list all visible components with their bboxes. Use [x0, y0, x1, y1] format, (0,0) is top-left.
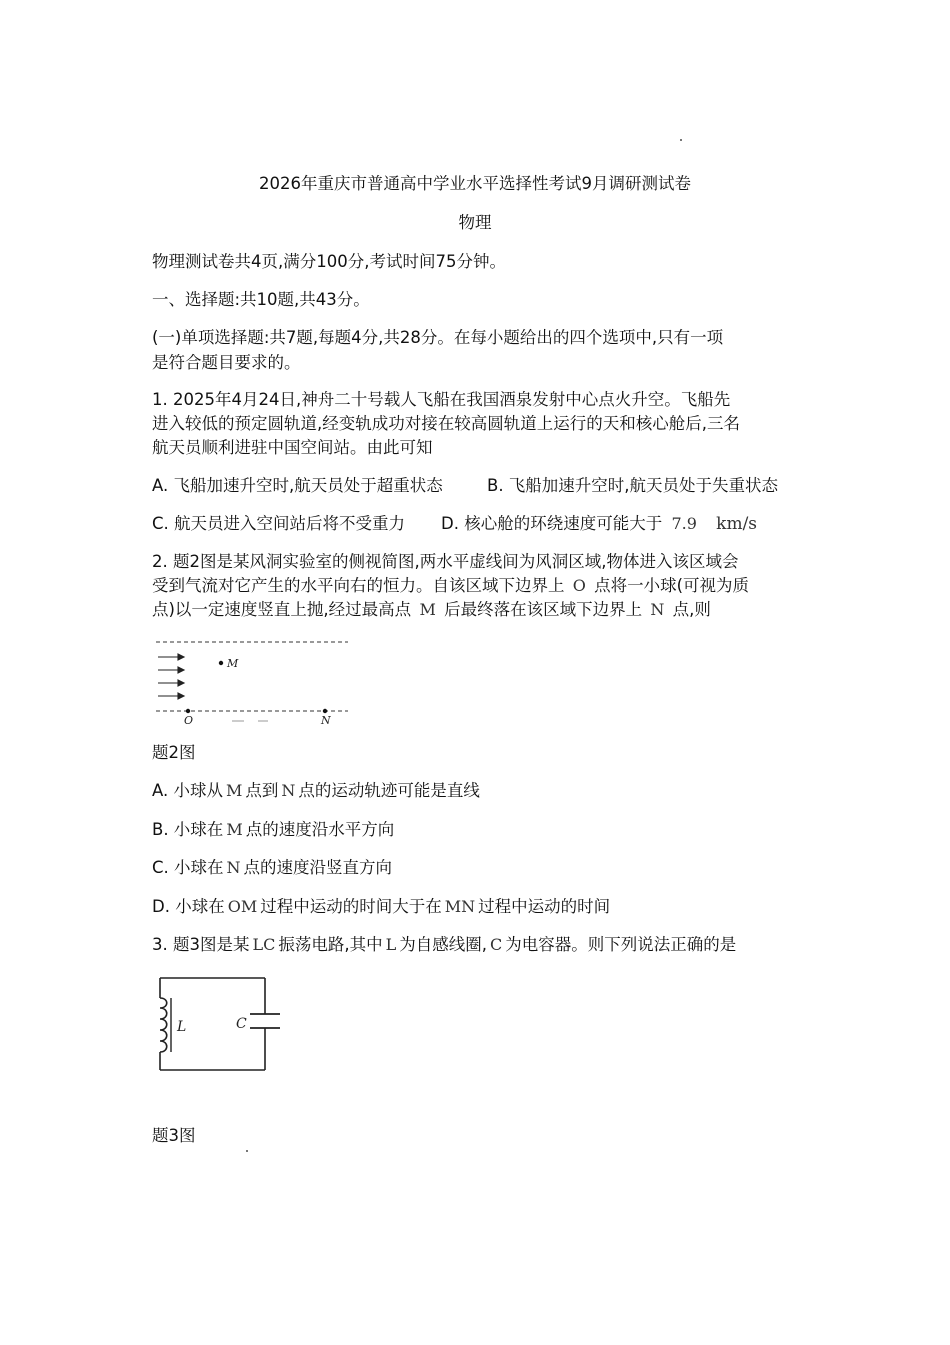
point-o-dot	[186, 709, 190, 713]
subsection-instructions-line2: 是符合题目要求的。	[152, 353, 301, 372]
exam-subject: 物理	[458, 213, 492, 232]
scan-speck	[680, 139, 682, 141]
q2-option-a-3: 点的运动轨迹可能是直线	[298, 781, 480, 800]
point-m-label: M	[227, 657, 239, 670]
q2-stem-line3-b: 后最终落在该区域下边界上	[444, 600, 643, 619]
q1-stem-line2: 进入较低的预定圆轨道,经变轨成功对接在较高圆轨道上运行的天和核心舱后,三名	[152, 414, 740, 433]
q1-stem-line1: 1. 2025年4月24日,神舟二十号载人飞船在我国酒泉发射中心点火升空。飞船先	[152, 390, 731, 409]
q2-option-a-n: N	[281, 781, 296, 800]
q2-stem-line2	[152, 574, 749, 598]
q2-option-d-1: D. 小球在	[152, 897, 225, 916]
q2-point-n: N	[650, 600, 665, 619]
q1-option-d-text: D. 核心舱的环绕速度可能大于	[441, 514, 663, 533]
q2-option-c-n: N	[226, 858, 241, 877]
q2-option-b-1: B. 小球在	[152, 820, 224, 839]
q2-point-m: M	[419, 600, 436, 619]
q2-stem-line2-tail: 点将一小球(可视为质	[594, 576, 750, 595]
q2-option-a	[152, 779, 480, 803]
q1-stem-line3: 航天员顺利进驻中国空间站。由此可知	[152, 438, 433, 457]
exam-info: 物理测试卷共4页,满分100分,考试时间75分钟。	[152, 252, 506, 271]
q2-option-c-2: 点的速度沿竖直方向	[243, 858, 393, 877]
q2-option-a-2: 点到	[245, 781, 279, 800]
q1-option-b: B. 飞船加速升空时,航天员处于失重状态	[487, 476, 779, 495]
q3-stem-2: 振荡电路,其中	[278, 935, 383, 954]
q3-figure-caption: 题3图	[152, 1126, 196, 1145]
q2-option-d-mn: MN	[444, 897, 476, 916]
q2-option-d-om: OM	[227, 897, 258, 916]
q2-figure-wind-tunnel	[152, 632, 352, 728]
q1-option-a: A. 飞船加速升空时,航天员处于超重状态	[152, 476, 443, 495]
q3-stem-c: C	[490, 935, 503, 954]
q3-stem-1: 3. 题3图是某	[152, 935, 250, 954]
q3-stem-4: 为电容器。则下列说法正确的是	[505, 935, 737, 954]
q2-option-c	[152, 856, 392, 880]
point-o-label: O	[184, 714, 194, 727]
q1-option-d	[441, 512, 757, 536]
point-n-dot	[323, 709, 327, 713]
point-n-label: N	[321, 714, 331, 727]
q3-figure-lc-circuit	[152, 972, 282, 1076]
q3-stem-l: L	[385, 935, 397, 954]
q1-option-d-value: 7.9	[671, 514, 697, 533]
q2-option-d-3: 过程中运动的时间	[478, 897, 611, 916]
q1-option-c: C. 航天员进入空间站后将不受重力	[152, 514, 406, 533]
inductor-coil	[160, 998, 167, 1052]
wind-arrows	[158, 654, 184, 699]
q2-stem-line3-a: 点)以一定速度竖直上抛,经过最高点	[152, 600, 412, 619]
exam-title: 2026年重庆市普通高中学业水平选择性考试9月调研测试卷	[259, 174, 691, 193]
capacitor-label: C	[236, 1016, 247, 1032]
q2-stem-line3	[152, 598, 711, 622]
q2-option-a-m: M	[226, 781, 243, 800]
q2-option-b-m: M	[226, 820, 243, 839]
q2-option-a-1: A. 小球从	[152, 781, 223, 800]
q3-stem-3: 为自感线圈,	[399, 935, 487, 954]
section-heading: 一、选择题:共10题,共43分。	[152, 290, 370, 309]
q3-stem-lc: LC	[252, 935, 276, 954]
q1-option-d-unit: km/s	[716, 514, 758, 534]
q2-option-d	[152, 895, 610, 919]
scan-speck	[246, 1150, 248, 1152]
q2-stem-line1: 2. 题2图是某风洞实验室的侧视简图,两水平虚线间为风洞区域,物体进入该区域会	[152, 552, 739, 571]
inductor-label: L	[177, 1019, 187, 1035]
q2-figure-caption: 题2图	[152, 743, 196, 762]
q2-option-b	[152, 818, 394, 842]
q2-option-b-2: 点的速度沿水平方向	[245, 820, 395, 839]
q2-option-d-2: 过程中运动的时间大于在	[260, 897, 442, 916]
q3-stem	[152, 933, 736, 957]
q2-point-o: O	[572, 576, 586, 595]
q2-stem-line3-c: 点,则	[672, 600, 711, 619]
q2-option-c-1: C. 小球在	[152, 858, 224, 877]
q2-stem-line2-text: 受到气流对它产生的水平向右的恒力。自该区域下边界上	[152, 576, 565, 595]
subsection-instructions-line1: (一)单项选择题:共7题,每题4分,共28分。在每小题给出的四个选项中,只有一项	[152, 328, 724, 347]
point-m-dot	[219, 661, 223, 665]
